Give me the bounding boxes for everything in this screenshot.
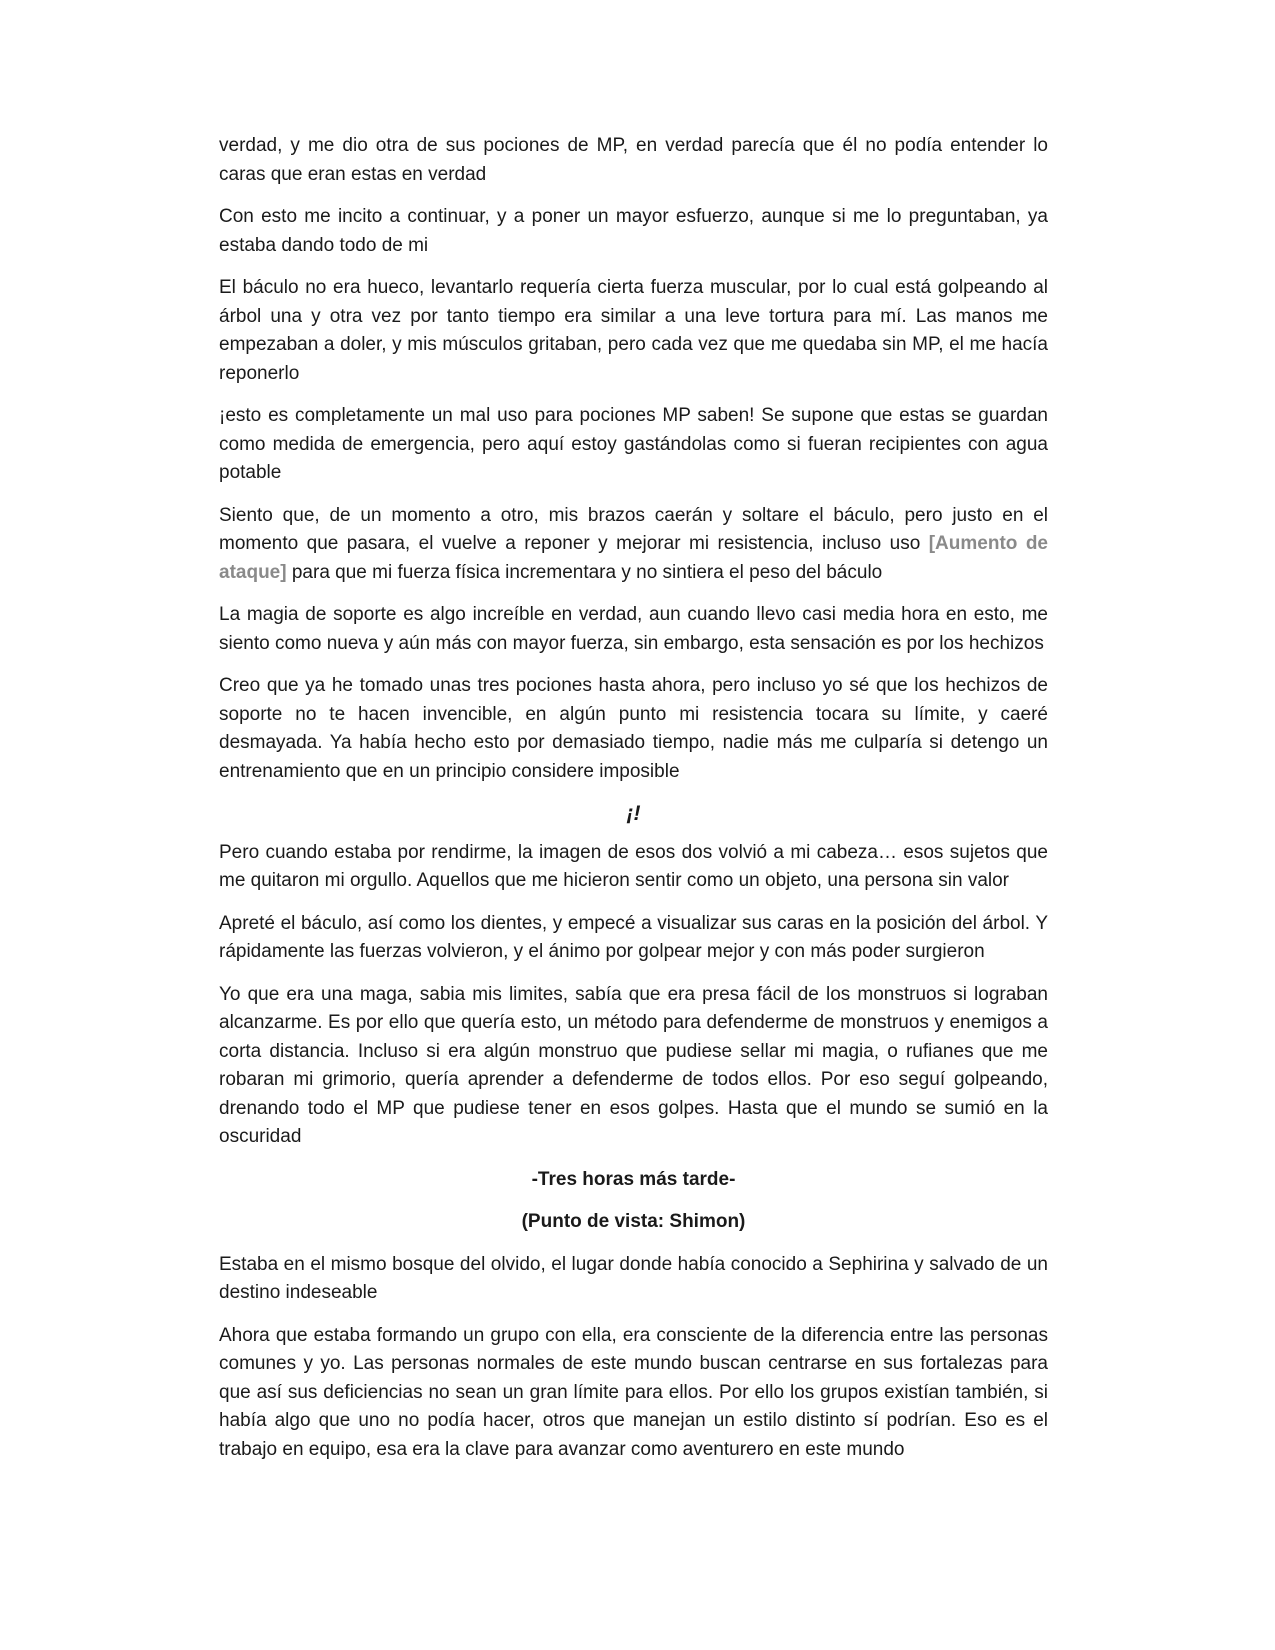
paragraph-5-text-after: para que mi fuerza física incrementara y no sintiera el peso del báculo [286, 561, 883, 583]
paragraph-5 [219, 502, 1048, 588]
paragraph-1: verdad, y me dio otra de sus pociones de MP, en verdad parecía que él no podía entender lo caras que eran estas en verdad [219, 135, 1048, 185]
paragraph-9: Apreté el báculo, así como los dientes, y empecé a visualizar sus caras en la posición del árbol. Y rápidamente las fuerzas volvieron, y el ánimo por golpear mejor y con más poder surgieron [219, 912, 1048, 962]
heading-point-of-view: (Punto de vista: Shimon) [521, 1211, 746, 1232]
paragraph-8: Pero cuando estaba por rendirme, la imagen de esos dos volvió a mi cabeza… esos sujetos que me quitaron mi orgullo. Aquellos que me hicieron sentir como un objeto, una persona sin valor [219, 841, 1048, 891]
scene-separator: ¡! [626, 802, 641, 825]
paragraph-12: Ahora que estaba formando un grupo con ella, era consciente de la diferencia entre las personas comunes y yo. Las personas normales de este mundo buscan centrarse en sus fortalezas para que así sus deficiencias no sean un gran límite para ellos. Por ello los grupos existían también, si había algo que uno no podía hacer, otros que manejan un estilo distinto sí podrían. Eso es el trabajo en equipo, esa era la clave para avanzar como aventurero en este mundo [219, 1324, 1048, 1460]
skill-name-aumento-de-ataque: [Aumento de ataque] [219, 533, 1048, 583]
paragraph-4: ¡esto es completamente un mal uso para pociones MP saben! Se supone que estas se guardan como medida de emergencia, pero aquí estoy gastándolas como si fueran recipientes con agua potable [219, 405, 1048, 483]
paragraph-2: Con esto me incito a continuar, y a poner un mayor esfuerzo, aunque si me lo preguntaban, ya estaba dando todo de mi [219, 206, 1048, 256]
paragraph-6: La magia de soporte es algo increíble en verdad, aun cuando llevo casi media hora en esto, me siento como nueva y aún más con mayor fuerza, sin embargo, esta sensación es por los hechizos [219, 604, 1048, 654]
document-page [219, 132, 1048, 1478]
paragraph-11: Estaba en el mismo bosque del olvido, el lugar donde había conocido a Sephirina y salvado de un destino indeseable [219, 1253, 1048, 1303]
heading-time-skip: -Tres horas más tarde- [531, 1168, 736, 1190]
paragraph-3: El báculo no era hueco, levantarlo requería cierta fuerza muscular, por lo cual está golpeando al árbol una y otra vez por tanto tiempo era similar a una leve tortura para mí. Las manos me empezaban a doler, y mis músculos gritaban, pero cada vez que me quedaba sin MP, el me hacía reponerlo [219, 277, 1048, 384]
paragraph-5-text-before: Siento que, de un momento a otro, mis brazos caerán y soltare el báculo, pero justo en el momento que pasara, el vuelve a reponer y mejorar mi resistencia, incluso uso [219, 504, 1048, 554]
paragraph-10: Yo que era una maga, sabia mis limites, sabía que era presa fácil de los monstruos si lograban alcanzarme. Es por ello que quería esto, un método para defenderme de monstruos y enemigos a corta distancia. Incluso si era algún monstruo que pudiese sellar mi magia, o rufianes que me robaran mi grimorio, quería aprender a defenderme de todos ellos. Por eso seguí golpeando, drenando todo el MP que pudiese tener en esos golpes. Hasta que el mundo se sumió en la oscuridad [219, 983, 1048, 1147]
paragraph-7: Creo que ya he tomado unas tres pociones hasta ahora, pero incluso yo sé que los hechizos de soporte no te hacen invencible, en algún punto mi resistencia tocara su límite, y caeré desmayada. Ya había hecho esto por demasiado tiempo, nadie más me culparía si detengo un entrenamiento que en un principio considere imposible [219, 675, 1048, 782]
